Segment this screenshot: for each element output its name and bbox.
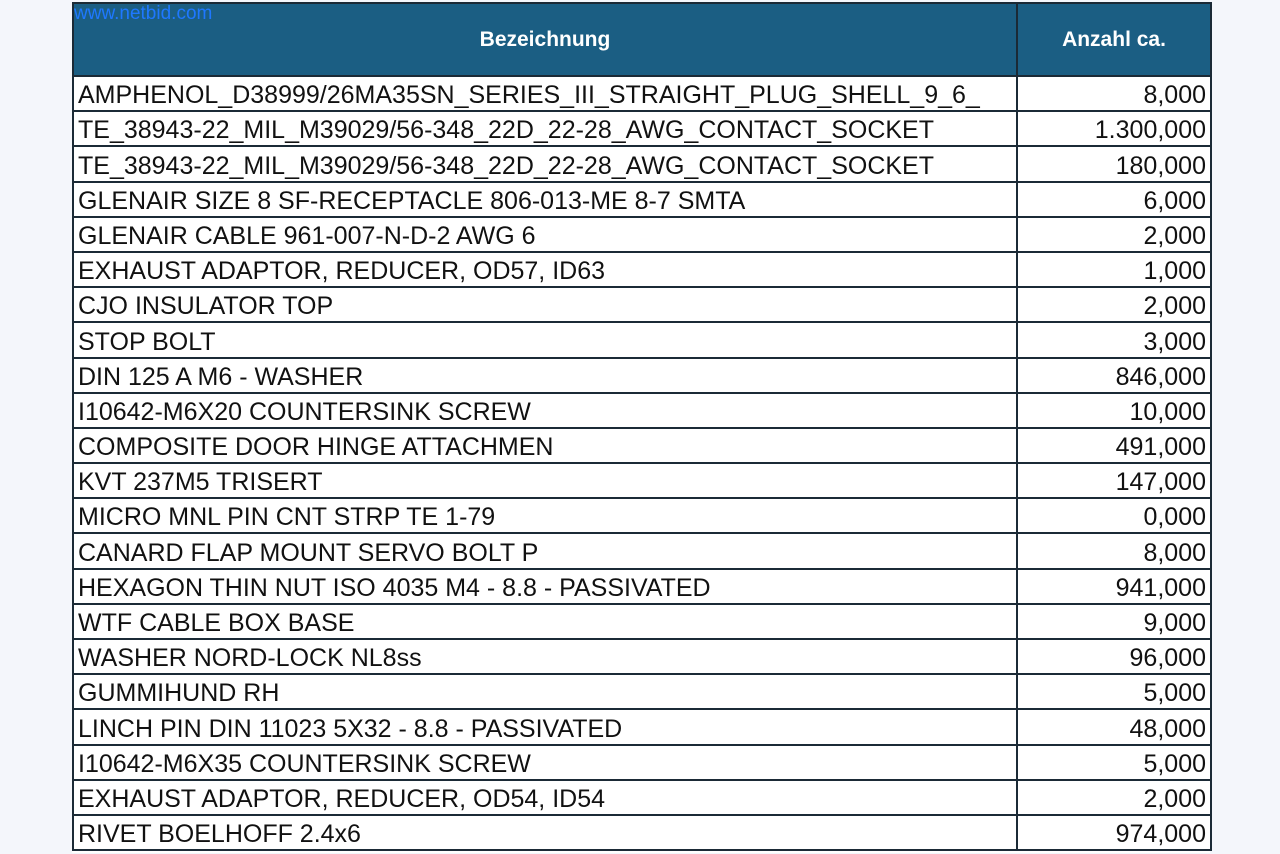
cell-quantity: 180,000: [1017, 146, 1211, 181]
table-row: [73, 428, 1211, 463]
cell-quantity: 2,000: [1017, 287, 1211, 322]
table-row: [73, 709, 1211, 744]
table-row: [73, 780, 1211, 815]
cell-quantity: 2,000: [1017, 217, 1211, 252]
cell-quantity: 5,000: [1017, 745, 1211, 780]
cell-description: I10642-M6X20 COUNTERSINK SCREW: [73, 393, 1017, 428]
table-row: [73, 604, 1211, 639]
cell-description: CJO INSULATOR TOP: [73, 287, 1017, 322]
cell-description: EXHAUST ADAPTOR, REDUCER, OD54, ID54: [73, 780, 1017, 815]
cell-quantity: 1,000: [1017, 252, 1211, 287]
table-row: [73, 533, 1211, 568]
cell-description: GUMMIHUND RH: [73, 674, 1017, 709]
cell-description: EXHAUST ADAPTOR, REDUCER, OD57, ID63: [73, 252, 1017, 287]
cell-description: TE_38943-22_MIL_M39029/56-348_22D_22-28_AWG_CONTACT_SOCKET: [73, 146, 1017, 181]
table-row: [73, 76, 1211, 111]
cell-description: DIN 125 A M6 - WASHER: [73, 358, 1017, 393]
cell-description: GLENAIR SIZE 8 SF-RECEPTACLE 806-013-ME 8-7 SMTA: [73, 182, 1017, 217]
cell-quantity: 48,000: [1017, 709, 1211, 744]
cell-description: I10642-M6X35 COUNTERSINK SCREW: [73, 745, 1017, 780]
table-row: [73, 182, 1211, 217]
column-header-quantity: Anzahl ca.: [1017, 3, 1211, 76]
cell-quantity: 8,000: [1017, 533, 1211, 568]
table-row: [73, 393, 1211, 428]
cell-quantity: 96,000: [1017, 639, 1211, 674]
watermark-text: www.netbid.com: [74, 3, 213, 24]
parts-table: [72, 2, 1212, 851]
cell-quantity: 10,000: [1017, 393, 1211, 428]
cell-description: STOP BOLT: [73, 322, 1017, 357]
table-row: [73, 639, 1211, 674]
table-row: [73, 674, 1211, 709]
table-row: [73, 815, 1211, 850]
cell-description: KVT 237M5 TRISERT: [73, 463, 1017, 498]
table-row: [73, 252, 1211, 287]
cell-description: WASHER NORD-LOCK NL8ss: [73, 639, 1017, 674]
table-row: [73, 287, 1211, 322]
cell-description: CANARD FLAP MOUNT SERVO BOLT P: [73, 533, 1017, 568]
table-row: [73, 569, 1211, 604]
cell-description: AMPHENOL_D38999/26MA35SN_SERIES_III_STRAIGHT_PLUG_SHELL_9_6_: [73, 76, 1017, 111]
table-row: [73, 745, 1211, 780]
table-row: [73, 322, 1211, 357]
column-header-description: Bezeichnung: [73, 3, 1017, 76]
table-row: [73, 111, 1211, 146]
cell-description: MICRO MNL PIN CNT STRP TE 1-79: [73, 498, 1017, 533]
cell-description: HEXAGON THIN NUT ISO 4035 M4 - 8.8 - PASSIVATED: [73, 569, 1017, 604]
table-row: [73, 217, 1211, 252]
cell-quantity: 941,000: [1017, 569, 1211, 604]
cell-quantity: 8,000: [1017, 76, 1211, 111]
cell-description: COMPOSITE DOOR HINGE ATTACHMEN: [73, 428, 1017, 463]
cell-description: RIVET BOELHOFF 2.4x6: [73, 815, 1017, 850]
cell-description: TE_38943-22_MIL_M39029/56-348_22D_22-28_AWG_CONTACT_SOCKET: [73, 111, 1017, 146]
cell-description: LINCH PIN DIN 11023 5X32 - 8.8 - PASSIVATED: [73, 709, 1017, 744]
cell-description: GLENAIR CABLE 961-007-N-D-2 AWG 6: [73, 217, 1017, 252]
cell-quantity: 1.300,000: [1017, 111, 1211, 146]
cell-quantity: 491,000: [1017, 428, 1211, 463]
cell-quantity: 147,000: [1017, 463, 1211, 498]
table-row: [73, 463, 1211, 498]
cell-description: WTF CABLE BOX BASE: [73, 604, 1017, 639]
cell-quantity: 974,000: [1017, 815, 1211, 850]
header-row: [73, 3, 1211, 76]
cell-quantity: 9,000: [1017, 604, 1211, 639]
cell-quantity: 5,000: [1017, 674, 1211, 709]
table-row: [73, 358, 1211, 393]
cell-quantity: 3,000: [1017, 322, 1211, 357]
cell-quantity: 6,000: [1017, 182, 1211, 217]
spreadsheet-sheet: [72, 2, 1210, 853]
table-body: [73, 76, 1211, 850]
table-row: [73, 146, 1211, 181]
cell-quantity: 0,000: [1017, 498, 1211, 533]
cell-quantity: 2,000: [1017, 780, 1211, 815]
table-row: [73, 498, 1211, 533]
cell-quantity: 846,000: [1017, 358, 1211, 393]
